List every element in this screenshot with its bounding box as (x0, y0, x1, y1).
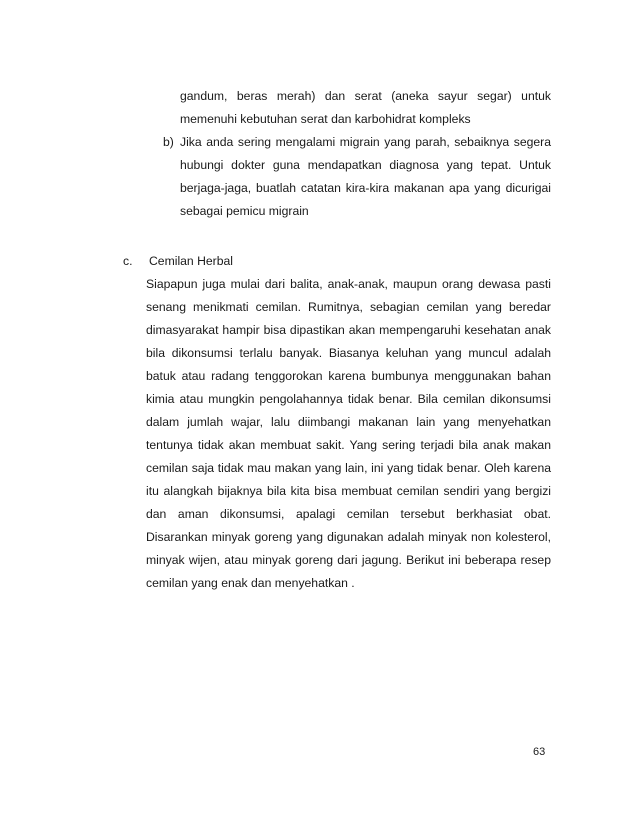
paragraph-line: Siapapun juga mulai dari balita, anak-anak, maupun orang dewasa pasti (146, 277, 551, 291)
paragraph-line: sebagai pemicu migrain (180, 204, 309, 218)
paragraph-line: cemilan yang enak dan menyehatkan . (146, 576, 355, 590)
paragraph-line: bila dikonsumsi terlalu banyak. Biasanya keluhan yang muncul adalah (146, 346, 551, 360)
paragraph-line: tentunya tidak akan membuat sakit. Yang sering terjadi bila anak makan (146, 438, 551, 452)
paragraph-line: gandum, beras merah) dan serat (aneka sayur segar) untuk (180, 89, 551, 103)
paragraph-line: kimia atau mungkin pengolahannya tidak benar. Bila cemilan dikonsumsi (146, 392, 551, 406)
paragraph-line: itu alangkah bijaknya bila kita bisa membuat cemilan sendiri yang bergizi (146, 484, 551, 498)
paragraph-line: dan aman dikonsumsi, apalagi cemilan tersebut berkhasiat obat. (146, 507, 551, 521)
paragraph-line: Disarankan minyak goreng yang digunakan adalah minyak non kolesterol, (146, 530, 551, 544)
paragraph-line: minyak wijen, atau minyak goreng dari jagung. Berikut ini beberapa resep (146, 553, 551, 567)
list-marker-b: b) (163, 135, 174, 149)
section-marker-c: c. (123, 254, 133, 268)
paragraph-line: dimasyarakat hampir bisa dipastikan akan mempengaruhi kesehatan anak (146, 323, 551, 337)
paragraph-line: cemilan saja tidak mau makan yang lain, ini yang tidak benar. Oleh karena (146, 461, 551, 475)
paragraph-line: senang menikmati cemilan. Rumitnya, sebagian cemilan yang beredar (146, 300, 551, 314)
paragraph-line: batuk atau radang tenggorokan karena bumbunya menggunakan bahan (146, 369, 551, 383)
paragraph-line: Jika anda sering mengalami migrain yang parah, sebaiknya segera (180, 135, 551, 149)
paragraph-line: berjaga-jaga, buatlah catatan kira-kira makanan apa yang dicurigai (180, 181, 551, 195)
page-number: 63 (533, 746, 546, 758)
paragraph-line: memenuhi kebutuhan serat dan karbohidrat kompleks (180, 112, 471, 126)
section-heading: Cemilan Herbal (149, 254, 233, 268)
paragraph-line: dalam jumlah wajar, lalu diimbangi makanan lain yang menyehatkan (146, 415, 551, 429)
paragraph-line: hubungi dokter guna mendapatkan diagnosa yang tepat. Untuk (180, 158, 551, 172)
